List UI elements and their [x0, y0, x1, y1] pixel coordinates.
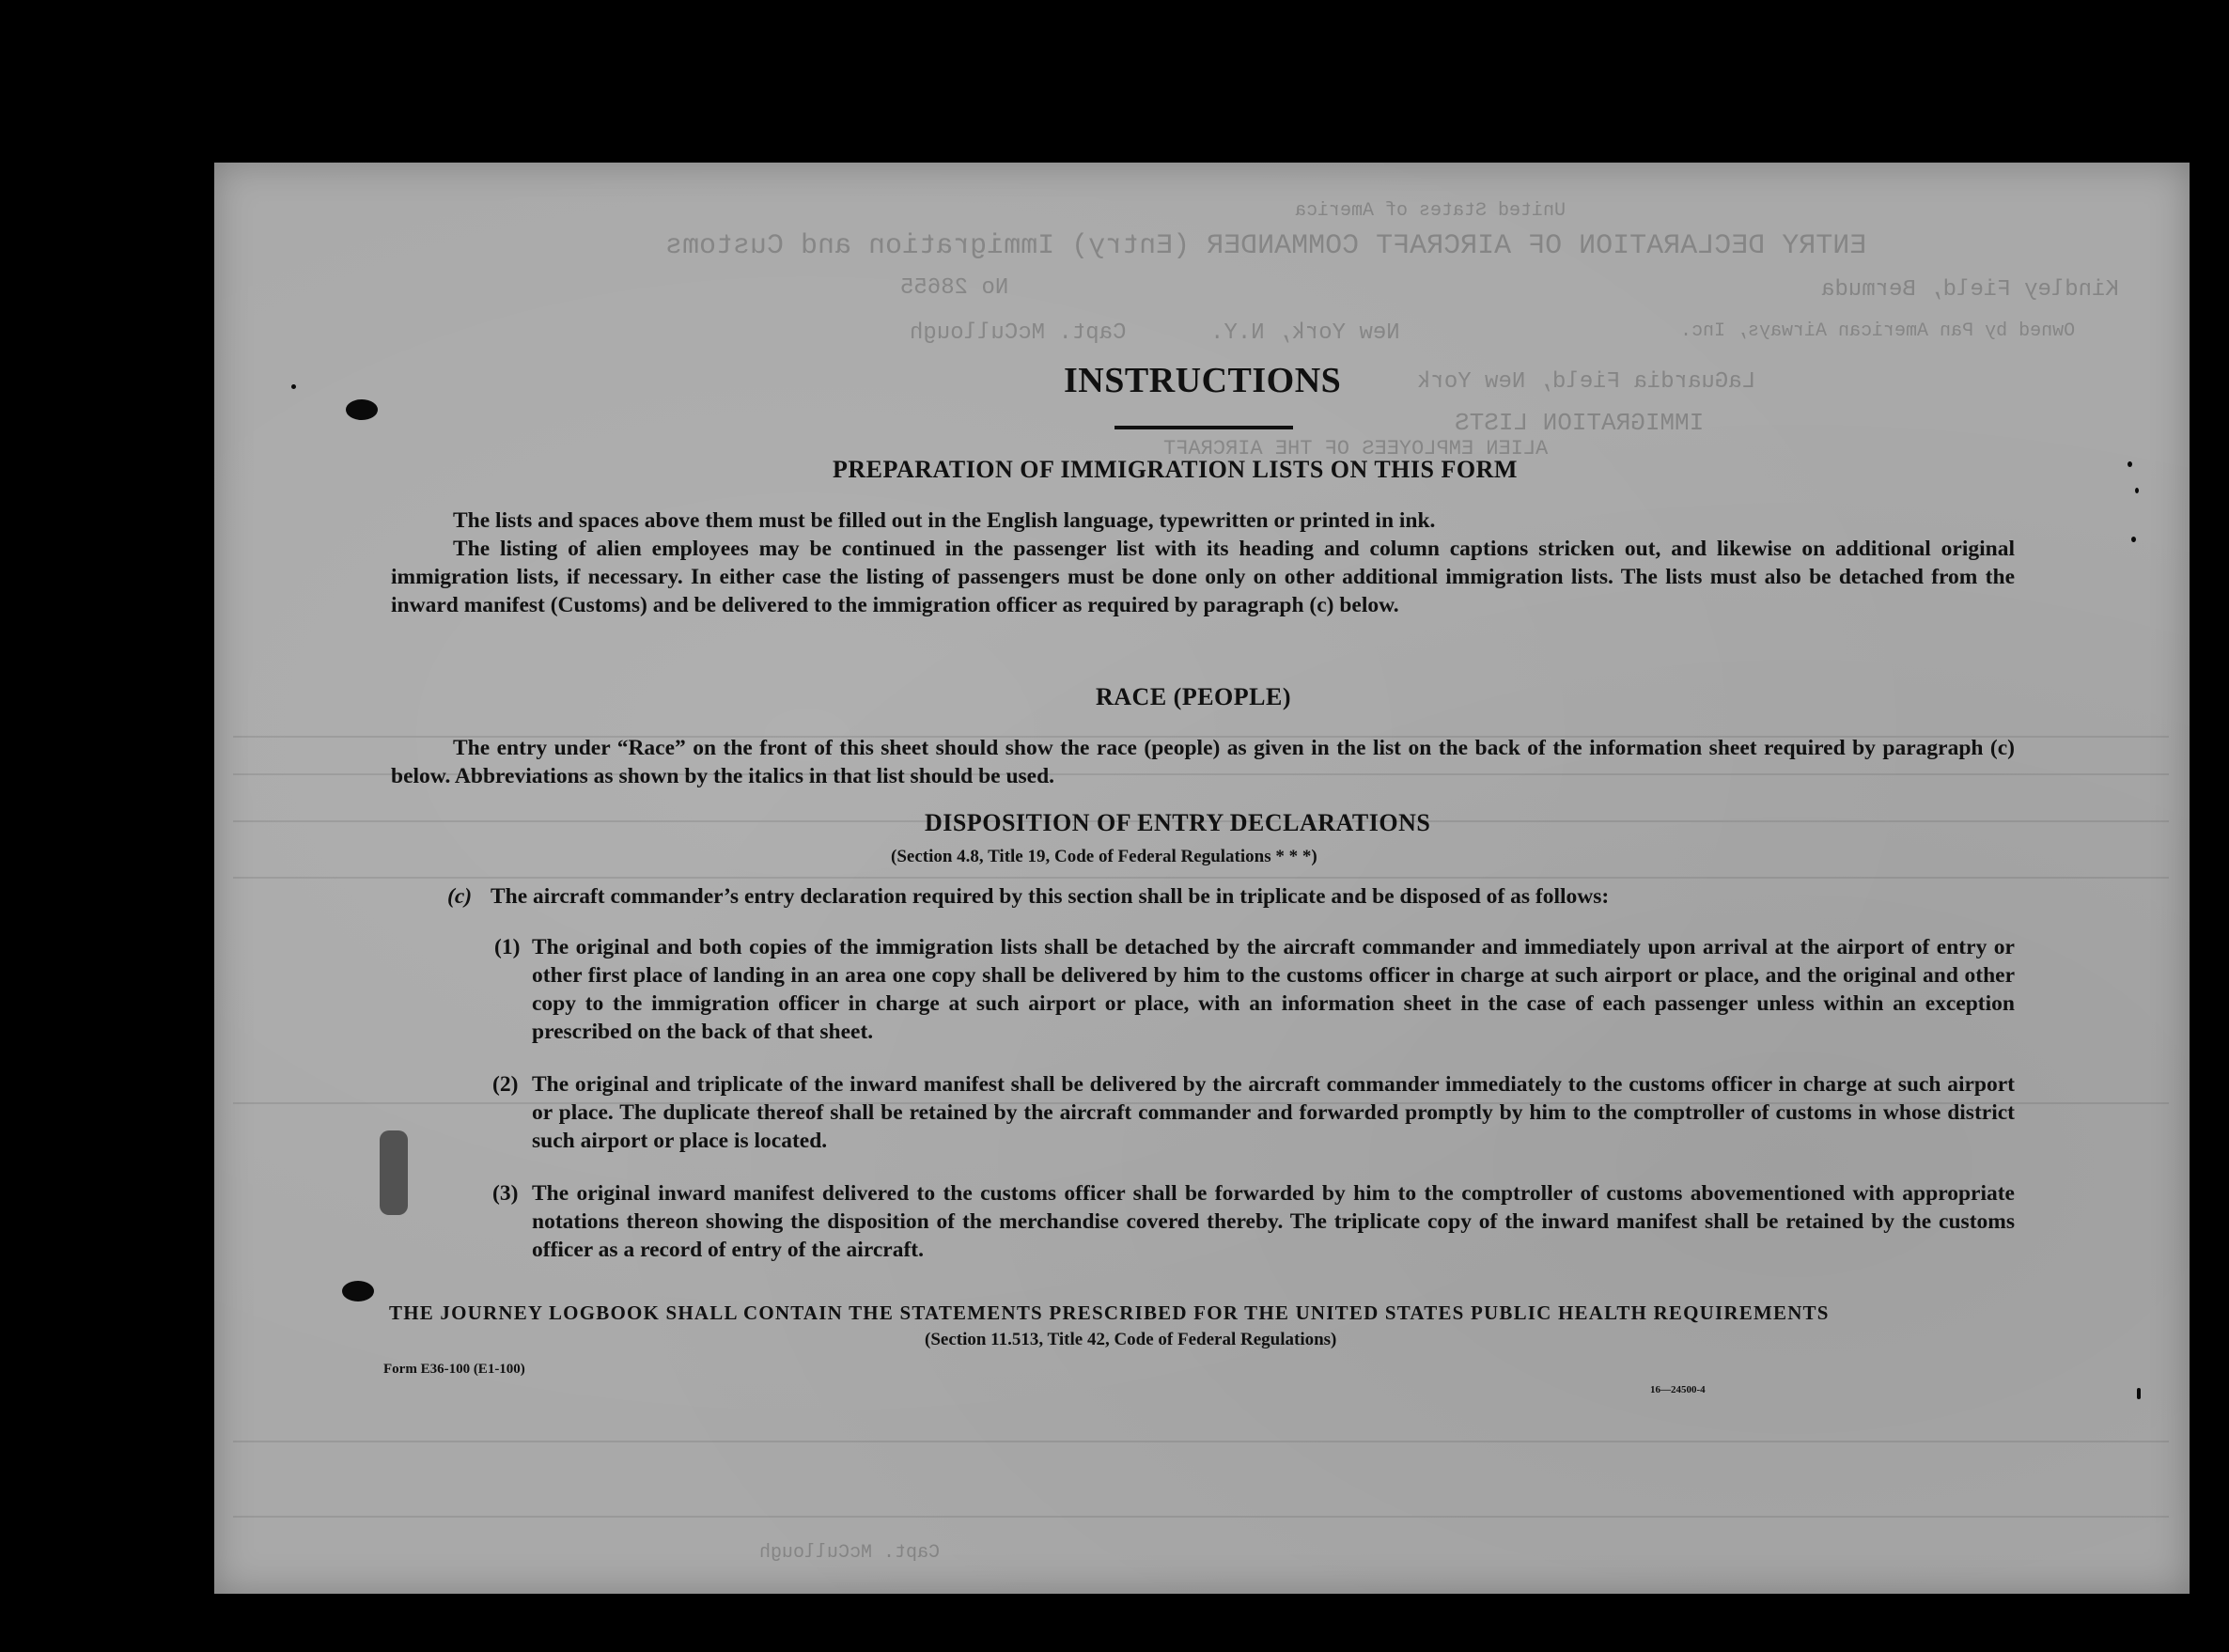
list-item-text: The original and both copies of the immigration lists shall be detached by the aircraft commander and immediately upon arrival at the airport of entry or other first place of landing in an area one copy shall be delivered by him to the customs officer in charge at such airport or place, and the original and other copy to the immigration officer in charge at such airport or place, with an information sheet in the case of each passenger unless within an exception prescribed on the back of that sheet.: [532, 935, 2015, 1044]
show-through-text: United States of America: [1295, 200, 1567, 222]
ink-speck: [2137, 1388, 2141, 1399]
list-item: [492, 1070, 2015, 1155]
section-heading-preparation: PREPARATION OF IMMIGRATION LISTS ON THIS FORM: [833, 456, 1518, 483]
section-heading-disposition: DISPOSITION OF ENTRY DECLARATIONS: [925, 809, 1431, 836]
paragraph-alien-employees: The listing of alien employees may be continued in the passenger list with its heading and column captions stricken out, and likewise on additional original immigration lists, if necessary. In either case the listing of passengers must be done only on other additional immigration lists. The lists must also be detached from the inward manifest (Customs) and be delivered to the immigration officer as required by paragraph (c) below.: [391, 537, 2015, 617]
ink-speck: [2131, 537, 2136, 542]
list-item-text-wrap: [492, 1070, 2015, 1155]
footer-health-statement: THE JOURNEY LOGBOOK SHALL CONTAIN THE STATEMENTS PRESCRIBED FOR THE UNITED STATES PUBLIC HEALTH REQUIREMENTS: [389, 1301, 1830, 1324]
show-through-rule: [233, 1441, 2169, 1442]
show-through-text: Kindley Field, Bermuda: [1821, 277, 2119, 303]
paragraph-lists-language: The lists and spaces above them must be filled out in the English language, typewritten or printed in ink.: [453, 508, 1436, 533]
list-item-number: (1): [494, 935, 521, 959]
list-item-text: The original and triplicate of the inward manifest shall be delivered by the aircraft commander immediately to the customs officer in charge at such airport or place. The duplicate thereof shall be retained by the aircraft commander and forwarded promptly by him to the comptroller of customs in whose district such airport or place is located.: [532, 1072, 2015, 1153]
list-item-text: The original inward manifest delivered to the customs officer shall be forwarded by him to the comptroller of customs abovementioned with appropriate notations thereon showing the disposition of the merchandise covered thereby. The triplicate copy of the inward manifest shall be retained by the customs officer as a record of entry of the aircraft.: [532, 1181, 2015, 1262]
show-through-text: LaGuardia Field, New York: [1417, 369, 1756, 395]
show-through-text: Capt. McCullough: [910, 320, 1127, 346]
paragraph-disposition-intro: The aircraft commander’s entry declaration required by this section shall be in triplicate and be disposed of as follows:: [491, 884, 1610, 909]
form-number: Form E36-100 (E1-100): [383, 1362, 525, 1377]
paragraph-race: The entry under “Race” on the front of this sheet should show the race (people) as given in the list on the back of the information sheet required by paragraph (c) below. Abbreviations as shown by the italics in that list should be used.: [391, 736, 2015, 788]
list-item-text-wrap: [492, 1179, 2015, 1264]
section-citation: (Section 4.8, Title 19, Code of Federal Regulations * * *): [891, 847, 1317, 866]
list-item: [492, 1179, 2015, 1264]
list-item-text-wrap: [494, 933, 2015, 1046]
show-through-text: New York, N.Y.: [1210, 320, 1400, 346]
show-through-rule: [233, 877, 2169, 879]
show-through-text: Owned by Pan American Airways, Inc.: [1680, 320, 2076, 342]
list-item-number: (3): [492, 1181, 519, 1206]
punch-hole-mark: [342, 1281, 374, 1301]
print-code: 16—24500-4: [1650, 1384, 1706, 1395]
ink-smudge: [380, 1130, 408, 1215]
title-underline: [1114, 426, 1293, 429]
list-item-number: (2): [492, 1072, 519, 1097]
show-through-text: ENTRY DECLARATION OF AIRCRAFT COMMANDER (Entry) Immigration and Customs: [665, 230, 1867, 262]
paragraph-label: (c): [447, 884, 473, 909]
punch-hole-mark: [346, 399, 378, 420]
form-sheet: [214, 163, 2190, 1594]
section-heading-race: RACE (PEOPLE): [1096, 683, 1291, 710]
ink-speck: [291, 384, 296, 389]
show-through-text: IMMIGRATION LISTS: [1455, 409, 1705, 437]
list-item: [494, 933, 2015, 1046]
show-through-text: Capt. McCullough: [759, 1542, 941, 1564]
ink-speck: [2128, 461, 2132, 467]
show-through-text: ALIEN EMPLOYEES OF THE AIRCRAFT: [1163, 437, 1549, 460]
ink-speck: [2135, 488, 2139, 493]
page-title: INSTRUCTIONS: [1064, 361, 1342, 400]
footer-citation: (Section 11.513, Title 42, Code of Federal Regulations): [925, 1330, 1337, 1349]
show-through-rule: [233, 1516, 2169, 1518]
show-through-text: No 28655: [900, 275, 1009, 301]
